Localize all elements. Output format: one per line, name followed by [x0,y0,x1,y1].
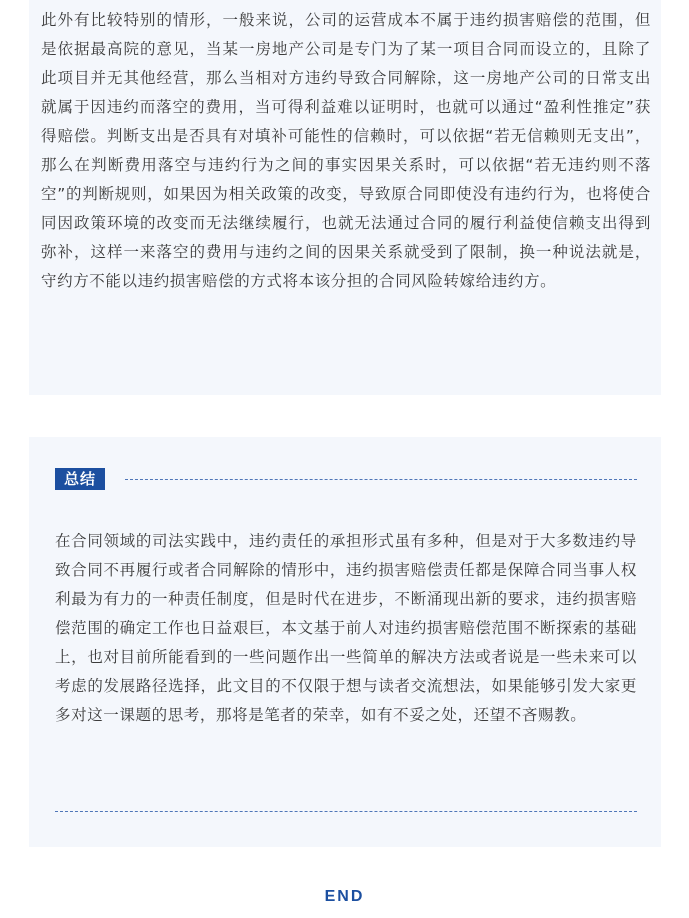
article-paragraph: 此外有比较特别的情形，一般来说，公司的运营成本不属于违约损害赔偿的范围，但是依据最高院的意见，当某一房地产公司是专门为了某一项目合同而设立的，且除了此项目并无其他经营，那么当相对方违约导致合同解除，这一房地产公司的日常支出就属于因违约而落空的费用，当可得利益难以证明时，也就可以通过“盈利性推定”获得赔偿。判断支出是否具有对填补可能性的信赖时，可以依据“若无信赖则无支出”，那么在判断费用落空与违约行为之间的事实因果关系时，可以依据“若无违约则不落空”的判断规则，如果因为相关政策的改变，导致原合同即使没有违约行为，也将使合同因政策环境的改变而无法继续履行，也就无法通过合同的履行利益使信赖支出得到弥补，这样一来落空的费用与违约之间的因果关系就受到了限制，换一种说法就是，守约方不能以违约损害赔偿的方式将本该分担的合同风险转嫁给违约方。 [41,11,651,290]
summary-bottom-divider [55,811,637,812]
article-card-top [29,0,661,395]
end-mark: END [324,888,365,905]
summary-card [29,437,661,847]
summary-divider [125,479,637,480]
summary-label: 总结 [55,468,105,490]
summary-paragraph: 在合同领域的司法实践中，违约责任的承担形式虽有多种，但是对于大多数违约导致合同不再履行或者合同解除的情形中，违约损害赔偿责任都是保障合同当事人权利最为有力的一种责任制度，但是时代在进步，不断涌现出新的要求，违约损害赔偿范围的确定工作也日益艰巨，本文基于前人对违约损害赔偿范围不断探索的基础上，也对目前所能看到的一些问题作出一些简单的解决方法或者说是一些未来可以考虑的发展路径选择，此文目的不仅限于想与读者交流想法，如果能够引发大家更多对这一课题的思考，那将是笔者的荣幸，如有不妥之处，还望不吝赐教。 [55,532,637,724]
summary-header [55,468,637,490]
